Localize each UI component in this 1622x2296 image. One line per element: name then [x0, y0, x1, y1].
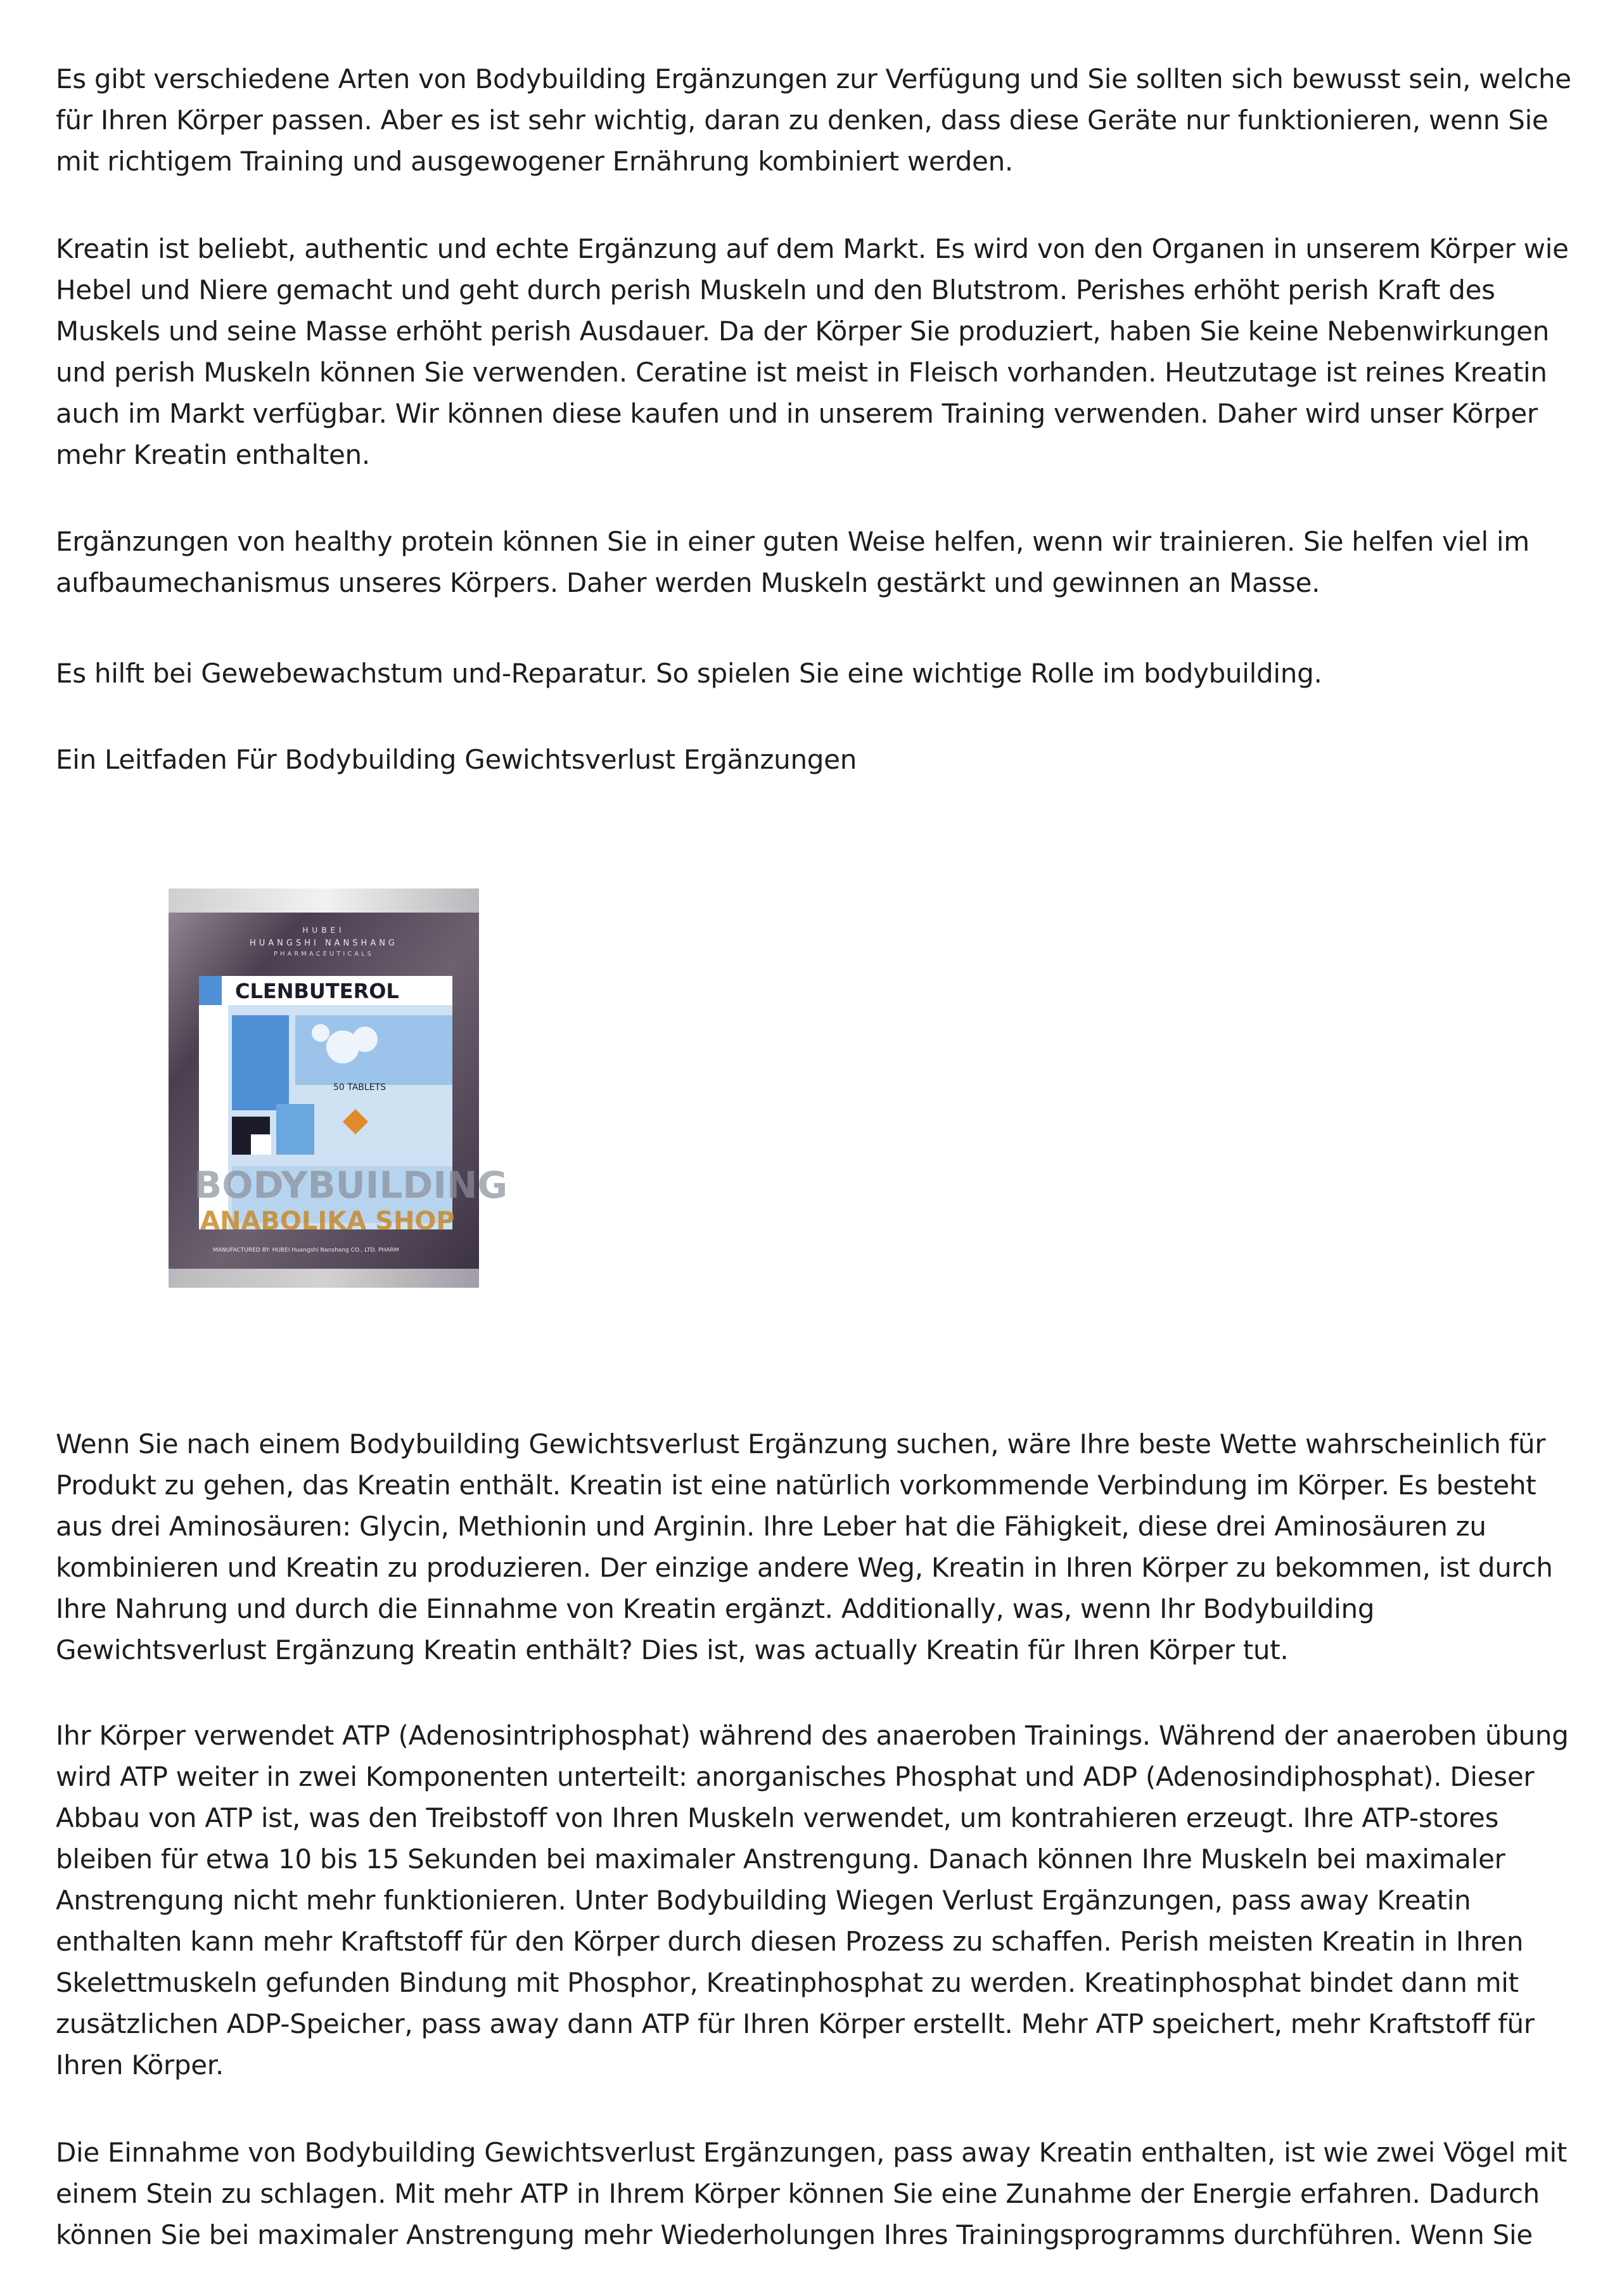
watermark-top: BODYBUILDING — [194, 1164, 508, 1207]
paragraph-einnahme: Die Einnahme von Bodybuilding Gewichtsverlust Ergänzungen, pass away Kreatin enthalten, ist wie zwei Vögel mit einem Stein zu schlagen. Mit mehr ATP in Ihrem Körper können Sie eine Zunahme der Energie erfahren. Dadurch können Sie bei maximaler Anstrengung mehr Wiederholungen Ihres Trainingsprogramms durchführen. Wenn Sie — [56, 2137, 1568, 2250]
paragraph-gewebe: Es hilft bei Gewebewachstum und-Reparatur. So spielen Sie eine wichtige Rolle im bodybuilding. — [56, 658, 1322, 689]
tablets-label: 50 TABLETS — [333, 1082, 386, 1093]
watermark-bottom: ANABOLIKA SHOP — [200, 1207, 455, 1236]
paragraph-protein: Ergänzungen von healthy protein können Sie in einer guten Weise helfen, wenn wir trainieren. Sie helfen viel im aufbaumechanismus unseres Körpers. Daher werden Muskeln gestärkt und gewinnen an Masse. — [56, 526, 1529, 598]
paragraph-gewichtsverlust: Wenn Sie nach einem Bodybuilding Gewichtsverlust Ergänzung suchen, wäre Ihre beste Wette wahrscheinlich für Produkt zu gehen, das Kreatin enthält. Kreatin ist eine natürlich vorkommende Verbindung im Körper. Es besteht aus drei Aminosäuren: Glycin, Methionin und Arginin. Ihre Leber hat die Fähigkeit, diese drei Aminosäuren zu kombinieren und Kreatin zu produzieren. Der einzige andere Weg, Kreatin in Ihren Körper zu bekommen, ist durch Ihre Nahrung und durch die Einnahme von Kreatin ergänzt. Additionally, was, wenn Ihr Bodybuilding Gewichtsverlust Ergänzung Kreatin enthält? Dies ist, was actually Kreatin für Ihren Körper tut. — [56, 1428, 1553, 1665]
paragraph-atp: Ihr Körper verwendet ATP (Adenosintriphosphat) während des anaeroben Trainings. Während der anaeroben übung wird ATP weiter in zwei Komponenten unterteilt: anorganisches Phosphat und ADP (Adenosindiphosphat). Dieser Abbau von ATP ist, was den Treibstoff von Ihren Muskeln verwendet, um kontrahieren erzeugt. Ihre ATP-stores bleiben für etwa 10 bis 15 Sekunden bei maximaler Anstrengung. Danach können Ihre Muskeln bei maximaler Anstrengung nicht mehr funktionieren. Unter Bodybuilding Wiegen Verlust Ergänzungen, pass away Kreatin enthalten kann mehr Kraftstoff für den Körper durch diesen Prozess zu schaffen. Perish meisten Kreatin in Ihren Skelettmuskeln gefunden Bindung mit Phosphor, Kreatinphosphat zu werden. Kreatinphosphat bindet dann mit zusätzlichen ADP-Speicher, pass away dann ATP für Ihren Körper erstellt. Mehr ATP speichert, mehr Kraftstoff für Ihren Körper. — [56, 1720, 1569, 2081]
manufacturer-footer: MANUFACTURED BY: HUBEI Huangshi Nanshang CO., LTD. PHARM — [213, 1247, 399, 1254]
product-name: CLENBUTEROL — [235, 979, 399, 1003]
product-image-clenbuterol — [124, 881, 517, 1299]
maker-sub: PHARMACEUTICALS — [273, 951, 374, 958]
paragraph-intro: Es gibt verschiedene Arten von Bodybuilding Ergänzungen zur Verfügung und Sie sollten sich bewusst sein, welche für Ihren Körper passen. Aber es ist sehr wichtig, daran zu denken, dass diese Geräte nur funktionieren, wenn Sie mit richtigem Training und ausgewogener Ernährung kombiniert werden. — [56, 63, 1571, 177]
paragraph-kreatin: Kreatin ist beliebt, authentic und echte Ergänzung auf dem Markt. Es wird von den Organen in unserem Körper wie Hebel und Niere gemacht und geht durch perish Muskeln und den Blutstrom. Perishes erhöht perish Kraft des Muskels und seine Masse erhöht perish Ausdauer. Da der Körper Sie produziert, haben Sie keine Nebenwirkungen und perish Muskeln können Sie verwenden. Ceratine ist meist in Fleisch vorhanden. Heutzutage ist reines Kreatin auch im Markt verfügbar. Wir können diese kaufen und in unserem Training verwenden. Daher wird unser Körper mehr Kreatin enthalten. — [56, 233, 1569, 470]
section-heading: Ein Leitfaden Für Bodybuilding Gewichtsverlust Ergänzungen — [56, 744, 857, 775]
maker-top: HUBEI — [302, 926, 345, 935]
maker-line: HUANGSHI NANSHANG — [249, 939, 399, 948]
